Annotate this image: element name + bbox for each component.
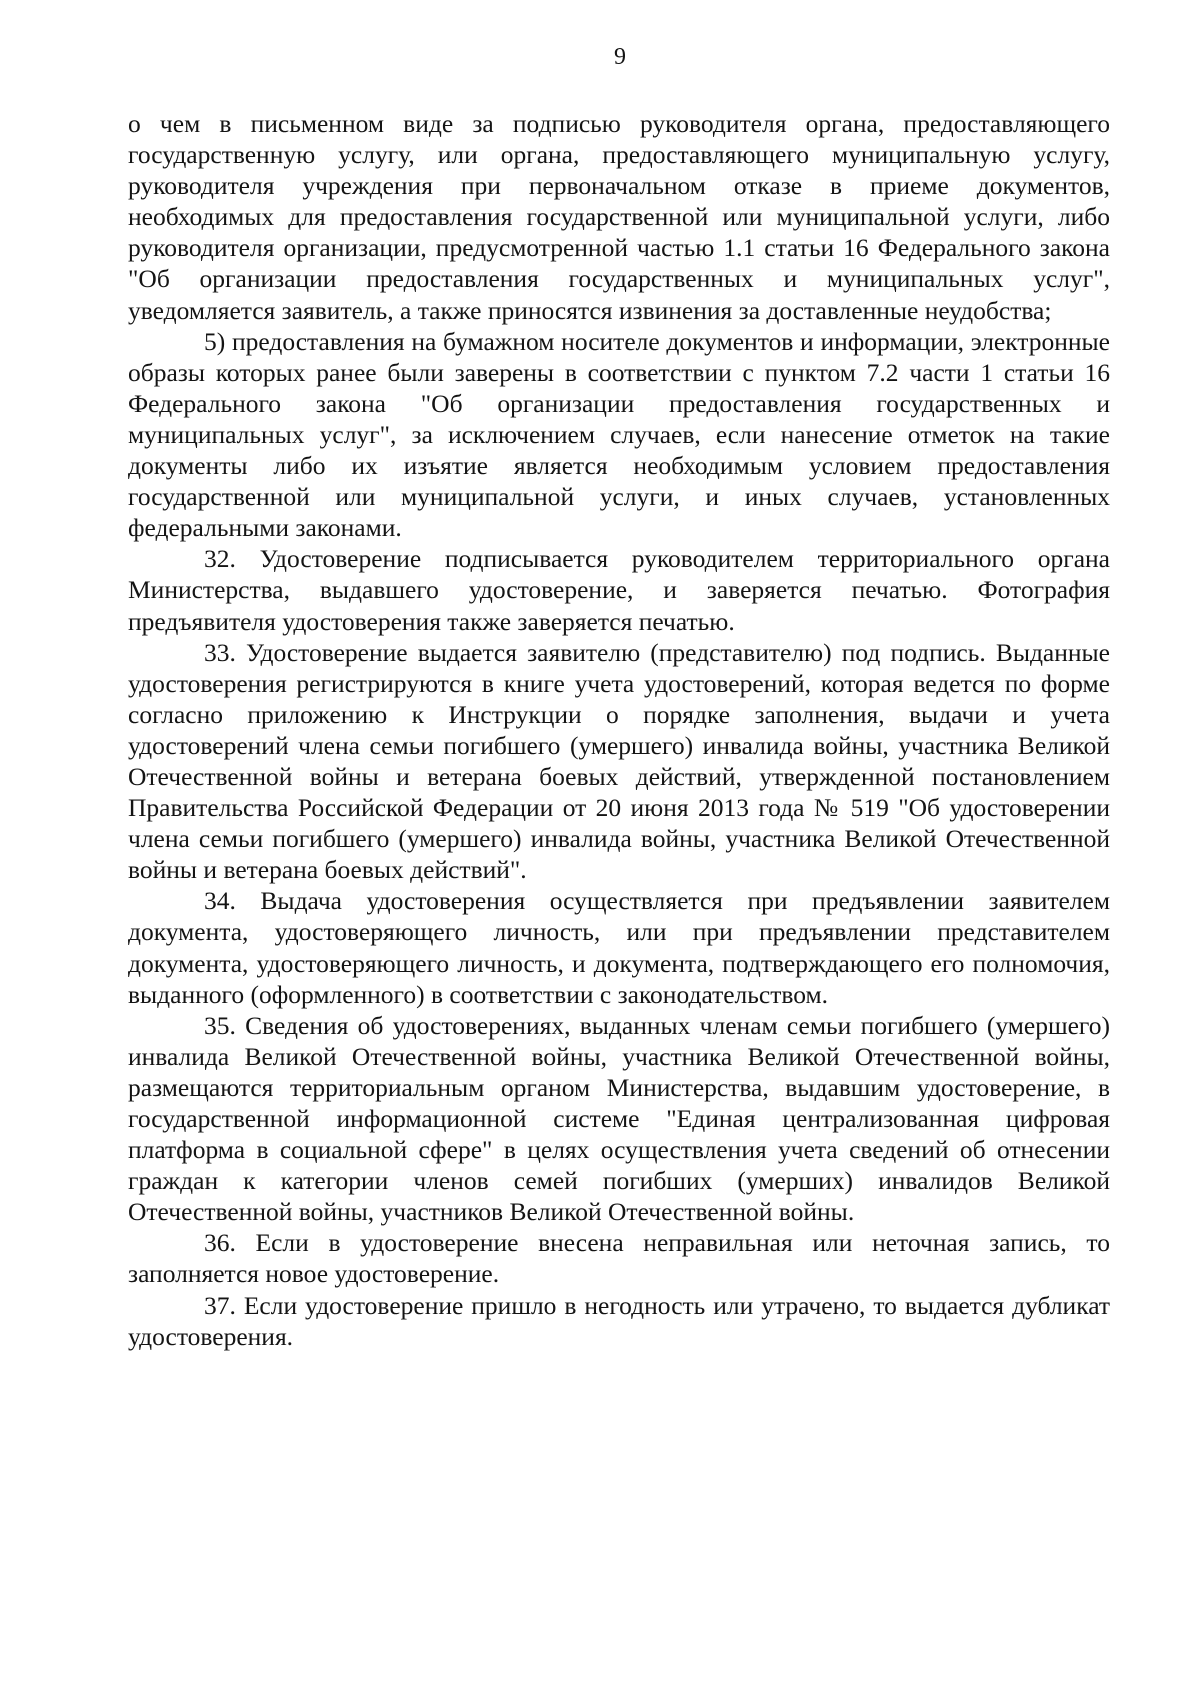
- page-number: 9: [614, 44, 626, 70]
- paragraph-37: 37. Если удостоверение пришло в негодность или утрачено, то выдается дубликат удостоверения.: [128, 1290, 1110, 1351]
- paragraph-35: 35. Сведения об удостоверениях, выданных членам семьи погибшего (умершего) инвалида Великой Отечественной войны, участника Великой Отечественной войны, размещаются территориальным органом Министерства, выдавшим удостоверение, в государственной информационной системе "Единая централизованная цифровая платформа в социальной сфере" в целях осуществления учета сведений об отнесении граждан к категории членов семей погибших (умерших) инвалидов Великой Отечественной войны, участников Великой Отечественной войны.: [128, 1010, 1110, 1227]
- paragraph-34: 34. Выдача удостоверения осуществляется при предъявлении заявителем документа, удостоверяющего личность, или при предъявлении представителем документа, удостоверяющего личность, и документа, подтверждающего его полномочия, выданного (оформленного) в соответствии с законодательством.: [128, 886, 1110, 1009]
- document-body: [128, 108, 1110, 1352]
- paragraph-continuation: о чем в письменном виде за подписью руководителя органа, предоставляющего государственную услугу, или органа, предоставляющего муниципальную услугу, руководителя учреждения при первоначальном отказе в приеме документов, необходимых для предоставления государственной или муниципальной услуги, либо руководителя организации, предусмотренной частью 1.1 статьи 16 Федерального закона "Об организации предоставления государственных и муниципальных услуг", уведомляется заявитель, а также приносятся извинения за доставленные неудобства;: [128, 109, 1110, 325]
- paragraph-item-5: 5) предоставления на бумажном носителе документов и информации, электронные образы которых ранее были заверены в соответствии с пунктом 7.2 части 1 статьи 16 Федерального закона "Об организации предоставления государственных и муниципальных услуг", за исключением случаев, если нанесение отметок на такие документы либо их изъятие является необходимым условием предоставления государственной или муниципальной услуги, и иных случаев, установленных федеральными законами.: [128, 326, 1110, 543]
- paragraph-36: 36. Если в удостоверение внесена неправильная или неточная запись, то заполняется новое удостоверение.: [128, 1228, 1110, 1289]
- paragraph-32: 32. Удостоверение подписывается руководителем территориального органа Министерства, выдавшего удостоверение, и заверяется печатью. Фотография предъявителя удостоверения также заверяется печатью.: [128, 544, 1110, 636]
- paragraph-33: 33. Удостоверение выдается заявителю (представителю) под подпись. Выданные удостоверения регистрируются в книге учета удостоверений, которая ведется по форме согласно приложению к Инструкции о порядке заполнения, выдачи и учета удостоверений члена семьи погибшего (умершего) инвалида войны, участника Великой Отечественной войны и ветерана боевых действий, утвержденной постановлением Правительства Российской Федерации от 20 июня 2013 года № 519 "Об удостоверении члена семьи погибшего (умершего) инвалида войны, участника Великой Отечественной войны и ветерана боевых действий".: [128, 637, 1110, 885]
